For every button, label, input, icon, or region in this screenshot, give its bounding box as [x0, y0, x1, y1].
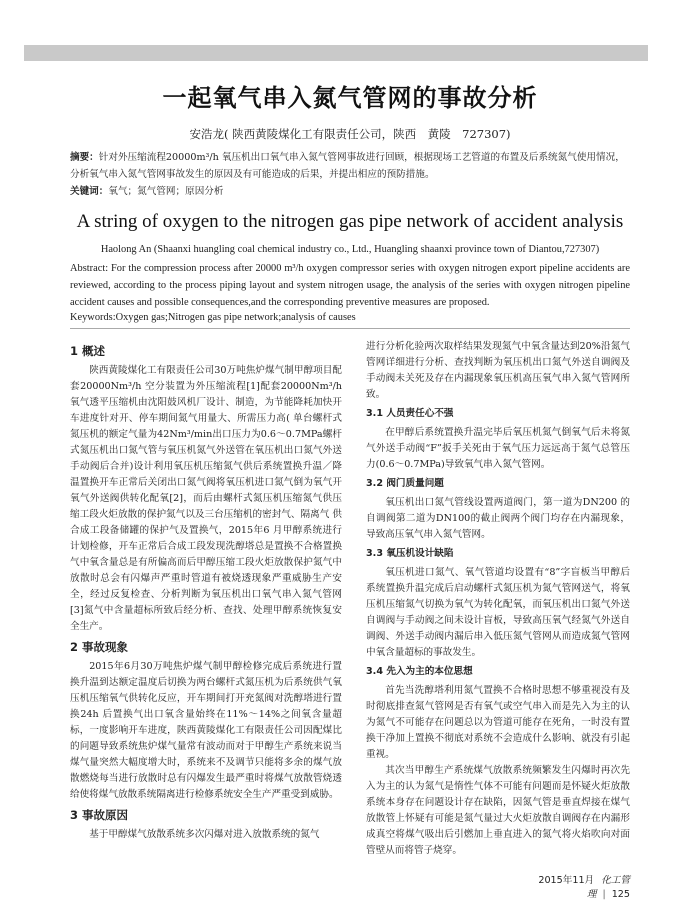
english-keywords: Keywords:Oxygen gas;Nitrogen gas pipe network;analysis of causes	[70, 312, 356, 323]
english-authors: Haolong An (Shaanxi huangling coal chemical industry co., Ltd., Huangling shaanxi province town of Diantou,727307)	[100, 244, 600, 255]
section-3-4-paragraph-2: 其次当甲醇生产系统煤气放散系统频繁发生闪爆时再次先入为主的认为氮气是惰性气体不可能有问题而是怀疑火炬放散系统本身存在问题设计存在缺陷，因氮气管是垂直焊接在煤气放散管上怀疑有可能是氮气量过大火炬放散自调阀存在内漏形成真空将煤气吸出后引燃加上垂直进入的氮气将火焰吹向对面管壁从而将管子烧穿。	[366, 765, 630, 856]
right-column	[366, 339, 630, 859]
chinese-abstract-label: 摘要：	[70, 152, 99, 163]
section-3-2-heading: 3.2 阀门质量问题	[366, 478, 444, 489]
article-title: 一起氧气串入氮气管网的事故分析	[162, 84, 538, 112]
english-abstract: Abstract: For the compression process after 20000 m³/h oxygen compressor series with oxygen nitrogen export pipeline accidents are reviewed, according to the process piping layout and system nitrogen usage, the analysis of the series with oxygen nitrogen pipeline accident causes and possible consequences,and the corresponding preventive measures are proposed.	[70, 263, 630, 308]
article-authors: 安浩龙( 陕西黄陵煤化工有限责任公司，陕西 黄陵 727307)	[189, 127, 511, 141]
chinese-keywords-label: 关键词：	[70, 186, 109, 197]
section-3-1-heading: 3.1 人员责任心不强	[366, 408, 454, 419]
chinese-abstract	[70, 149, 630, 183]
section-3-3-paragraph: 氧压机进口氮气、氧气管道均设置有“8”字盲板当甲醇后系统置换升温完成后启动螺杆式氮压机为氮气管网送气，将氧压机压缩氮气切换为氧气为转化配氧，而氧压机出口氮气外送自调阀与手动阀之间未设计盲板，导致高压氧气经氮气外送自调阀、外送手动阀内漏后串入低压氮气管网从而造成氮气管网中氧含量超标的事故发生。	[366, 567, 630, 658]
section-3-4-heading: 3.4 先入为主的本位思想	[366, 666, 473, 677]
page-footer: 2015年11月 化工管理 | 125	[538, 875, 630, 900]
left-column	[70, 339, 342, 843]
section-3-paragraph: 基于甲醇煤气放散系统多次闪爆对进入放散系统的氮气	[89, 829, 320, 840]
section-3-2-paragraph: 氧压机出口氮气管线设置两道阀门，第一道为DN200 的自调阀第二道为DN100的截止阀两个阀门均存在内漏现象，导致高压氧气串入氮气管网。	[366, 497, 630, 540]
section-3-heading: 3 事故原因	[70, 808, 129, 822]
section-divider	[70, 328, 630, 329]
section-3-1-paragraph: 在甲醇后系统置换升温完毕后氧压机氮气倒氧气后未将氮气外送手动阀“F”扳手关死由于氧气压力远远高于氮气总管压力(0.6～0.7MPa)导致氧气串入氮气管网。	[366, 427, 630, 470]
chinese-keywords-text: 氧气；氮气管网；原因分析	[108, 186, 224, 197]
section-1-paragraph: 陕西黄陵煤化工有限责任公司30万吨焦炉煤气制甲醇项目配套20000Nm³/h 空分装置为外压缩流程[1]配套20000Nm³/h 氧气透平压缩机由沈阳鼓风机厂设计、制造，为节能降耗加快开车进度针对开、停车期间氮气用量大、所需压力高( 单台螺杆式氮压机的额定气量为42Nm³/min出口压力为0.6～0.7MPa螺杆式氮压机出口氮气管与氧压机氮气外送管在氧压机出口氮气外送手动阀后合并)设计利用氧压机压缩氮气供后系统置换升温／降温置换开车正常后关闭出口氮气阀将氧压机进口氮气倒为氧气开氧气外送阀供转化配氧[2]，而后由螺杆式氮压机压缩氮气供压缩工段火炬放散的保护氮气以及三台压缩机的密封气、隔离气 供合成工段备储罐的保护气及置换气，2015年6 月甲醇系统进行计划检修，开车正常后合成工段发现洗醇塔总是置换不合格置换气中氧含量总是有所偏高而后甲醇压缩工段火炬放散保护氮气中放散时总会有闪爆声严重时管道有被烧透现象严重威胁生产安全，经过反复检查、分析判断为氧压机出口氧气串入氮气管网[3]氮气中含量超标所致后经分析、查找、处理甲醇系统恢复安全生产。	[70, 365, 342, 632]
section-1-heading: 1 概述	[70, 344, 106, 358]
section-2-heading: 2 事故现象	[70, 640, 129, 654]
section-3-3-heading: 3.3 氧压机设计缺陷	[366, 548, 454, 559]
footer-date: 2015年11月	[538, 875, 595, 886]
page-number: 125	[611, 889, 630, 900]
chinese-keywords	[70, 183, 630, 197]
english-title: A string of oxygen to the nitrogen gas pipe network of accident analysis	[76, 211, 624, 232]
section-3-continued: 进行分析化验两次取样结果发现氮气中氧含量达到20%沿氮气管网详细进行分析、查找判断为氧压机出口氮气外送自调阀及手动阀未关死及存在内漏现象氧压机高压氧气串入氮气管网所致。	[366, 341, 630, 400]
header-bar	[24, 45, 648, 61]
section-3-4-paragraph-1: 首先当洗醇塔利用氮气置换不合格时思想不够重视没有及时彻底排查氮气管网是否有氧气或空气串入而是先入为主的认为氮气不可能存在问题总以为管道可能存在死角，一时没有置换干净加上置换不彻底对系统不会造成什么影响、就没有引起重视。	[366, 685, 630, 760]
footer-journal: 化工管理	[586, 875, 630, 900]
chinese-abstract-text: 针对外压缩流程20000m³/h 氧压机出口氧气串入氮气管网事故进行回顾，根据现场工艺管道的布置及后系统氮气使用情况，分析氧气串入氮气管网事故发生的原因及有可能造成的后果，并提出相应的预防措施。	[70, 152, 625, 180]
section-2-paragraph: 2015年6月30万吨焦炉煤气制甲醇检修完成后系统进行置换升温到达额定温度后切换为两台螺杆式氮压机为后系统供气氧压机压缩氧气供转化反应，开车期间打开充氮阀对洗醇塔进行置换24h 后置换气出口氧含量始终在11%～14%之间氧含量超标，一度影响开车进度，陕西黄陵煤化工有限责任公司因配煤比的问题导致系统焦炉煤气量常有波动而对于甲醇生产系统来说当煤气量突然大幅度增大时，系统来不及调节只能将多余的煤气放散燃烧每当进行放散时总有闪爆发生最严重时将煤气放散管烧透给使将煤气放散系统隔离进行检修系统安全生产严重受到威胁。	[70, 661, 342, 800]
